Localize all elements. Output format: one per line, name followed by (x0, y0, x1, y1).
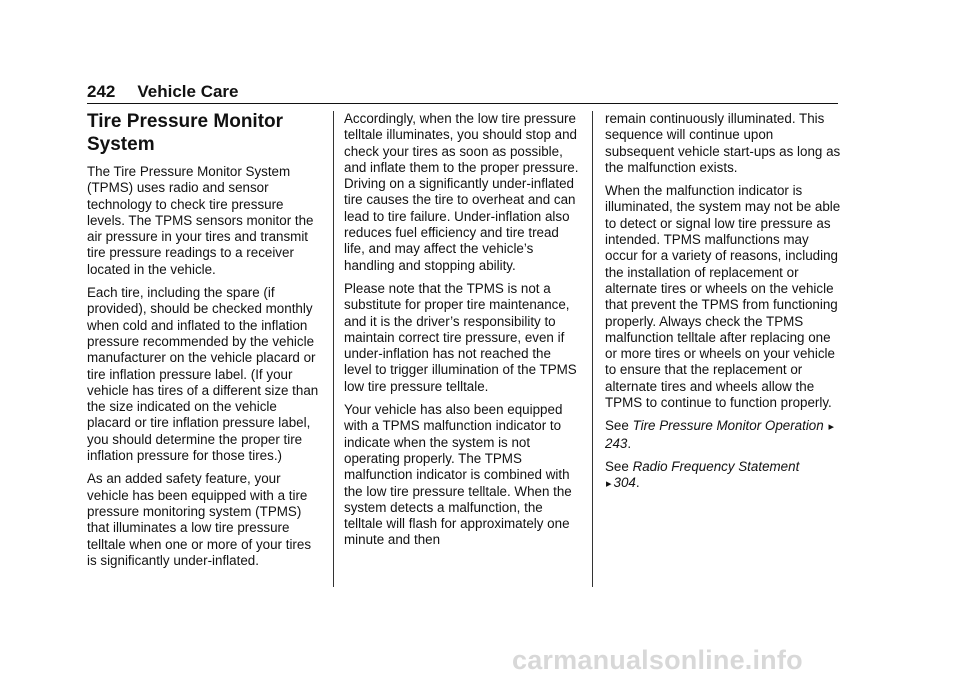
column-2 (344, 111, 580, 556)
section-name: Vehicle Care (137, 82, 239, 101)
reference-prefix: See (605, 458, 629, 474)
column-divider (592, 111, 593, 587)
column-1 (87, 108, 323, 576)
watermark: carmanualsonline.info (512, 645, 803, 675)
cross-reference (605, 459, 841, 493)
reference-suffix: . (627, 435, 632, 451)
reference-suffix: . (635, 475, 640, 491)
reference-page[interactable]: 304 (613, 475, 636, 491)
section-title: Tire Pressure Monitor System (87, 111, 284, 155)
cross-reference (605, 418, 841, 452)
page-reference-icon: ▸ (606, 478, 612, 491)
page-reference-icon: ▸ (828, 421, 834, 434)
header-rule (87, 103, 838, 104)
paragraph: Your vehicle has also been equipped with a TPMS malfunction indicator to indicate when the system is not operating properly. The TPMS malfunction indicator is combined with the low tire pressure telltale. When the system detects a malfunction, the telltale will flash for approximately one minute and then (344, 402, 572, 548)
reference-link[interactable]: Radio Frequency Statement (632, 458, 800, 474)
column-3 (605, 111, 841, 500)
column-divider (333, 111, 334, 587)
paragraph: remain continuously illuminated. This sequence will continue upon subsequent vehicle start-ups as long as the malfunction exists. (605, 111, 841, 175)
reference-prefix: See (605, 418, 629, 434)
page-header (87, 82, 239, 104)
paragraph: Each tire, including the spare (if provided), should be checked monthly when cold and inflated to the inflation pressure recommended by the vehicle manufacturer on the vehicle placard or tire inflation pressure label. (If your vehicle has tires of a different size than the size indicated on the vehicle placard or tire inflation pressure label, you should determine the proper tire inflation pressure for those tires.) (87, 285, 319, 464)
paragraph: The Tire Pressure Monitor System (TPMS) uses radio and sensor technology to check tire pressure levels. The TPMS sensors monitor the air pressure in your tires and transmit tire pressure readings to a receiver located in the vehicle. (87, 164, 314, 277)
page-number: 242 (87, 82, 116, 101)
paragraph: As an added safety feature, your vehicle has been equipped with a tire pressure monitoring system (TPMS) that illuminates a low tire pressure telltale when one or more of your tires is significantly under-inflated. (87, 471, 312, 568)
reference-link[interactable]: Tire Pressure Monitor Operation (632, 418, 824, 434)
reference-page[interactable]: 243 (605, 435, 628, 451)
paragraph: Accordingly, when the low tire pressure telltale illuminates, you should stop and check your tires as soon as possible, and inflate them to the proper pressure. Driving on a significantly under-inflated tire causes the tire to overheat and can lead to tire failure. Under-inflation also reduces fuel efficiency and tire tread life, and may affect the vehicle’s handling and stopping ability. (344, 111, 579, 273)
paragraph: When the malfunction indicator is illuminated, the system may not be able to detect or signal low tire pressure as intended. TPMS malfunctions may occur for a variety of reasons, including the installation of replacement or alternate tires or wheels on the vehicle that prevent the TPMS from functioning properly. Always check the TPMS malfunction telltale after replacing one or more tires or wheels on your vehicle to ensure that the replacement or alternate tires and wheels allow the TPMS to continue to function properly. (605, 183, 841, 411)
paragraph: Please note that the TPMS is not a substitute for proper tire maintenance, and it is the driver’s responsibility to maintain correct tire pressure, even if under-inflation has not reached the level to trigger illumination of the TPMS low tire pressure telltale. (344, 280, 577, 394)
